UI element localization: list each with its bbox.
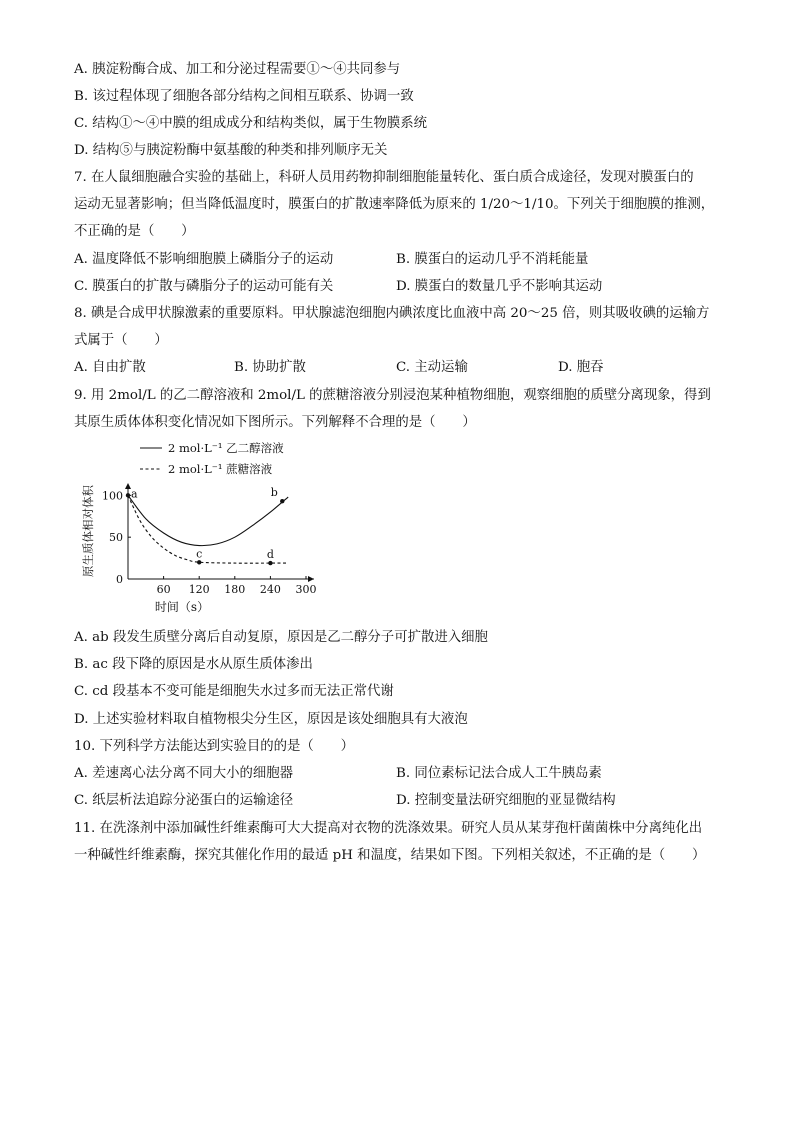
point-d (268, 561, 272, 565)
q9-option-a: A. ab 段发生质壁分离后自动复原，原因是乙二醇分子可扩散进入细胞 (74, 630, 488, 645)
q10-option-a: A. 差速离心法分离不同大小的细胞器 (74, 766, 294, 781)
q7-option-b: B. 膜蛋白的运动几乎不消耗能量 (396, 252, 589, 267)
q6-option-c: C. 结构①～④中膜的组成成分和结构类似，属于生物膜系统 (74, 116, 428, 131)
y-tick-label: 50 (109, 531, 123, 545)
q7-stem-line1: 7. 在人鼠细胞融合实验的基础上，科研人员用药物抑制细胞能量转化、蛋白质合成途径，发现对膜蛋白的 (74, 170, 694, 185)
q9-option-d: D. 上述实验材料取自植物根尖分生区，原因是该处细胞具有大液泡 (74, 712, 468, 727)
y-tick-label: 0 (116, 573, 123, 586)
q7-stem-line2: 运动无显著影响；但当降低温度时，膜蛋白的扩散速率降低为原来的 1/20～1/10。下列关于细胞膜的推测， (74, 197, 715, 212)
x-tick-label: 240 (259, 583, 281, 596)
q11-stem-line1: 11. 在洗涤剂中添加碱性纤维素酶可大大提高对衣物的洗涤效果。研究人员从某芽孢杆菌菌株中分离纯化出 (74, 821, 703, 836)
y-tick-label: 100 (102, 489, 123, 503)
q10-options-row1 (74, 765, 734, 783)
protoplast-volume-chart (78, 440, 328, 618)
q7-options-row1 (74, 251, 734, 269)
q6-option-b: B. 该过程体现了细胞各部分结构之间相互联系、协调一致 (74, 89, 414, 104)
point-label-c: c (196, 547, 203, 561)
q10-stem: 10. 下列科学方法能达到实验目的的是（ ） (74, 739, 354, 754)
q11-stem-line2: 一种碱性纤维素酶，探究其催化作用的最适 pH 和温度，结果如下图。下列相关叙述，不正确的是（ ） (74, 848, 706, 863)
chart-points (126, 486, 285, 565)
q10-option-d: D. 控制变量法研究细胞的亚显微结构 (396, 793, 616, 808)
q7-option-d: D. 膜蛋白的数量几乎不影响其运动 (396, 279, 603, 294)
q6-option-a: A. 胰淀粉酶合成、加工和分泌过程需要①～④共同参与 (74, 62, 401, 77)
x-axis-arrow (308, 576, 314, 582)
x-tick-label: 300 (295, 583, 317, 596)
q9-stem-line1: 9. 用 2mol/L 的乙二醇溶液和 2mol/L 的蔗糖溶液分别浸泡某种植物细胞，观察细胞的质壁分离现象，得到 (74, 388, 711, 403)
point-a (126, 493, 130, 497)
q8-option-b: B. 协助扩散 (234, 360, 306, 375)
q10-options-row2 (74, 792, 734, 810)
q10-option-b: B. 同位素标记法合成人工牛胰岛素 (396, 766, 602, 781)
q9-option-c: C. cd 段基本不变可能是细胞失水过多而无法正常代谢 (74, 684, 394, 699)
q8-options-row (74, 359, 734, 377)
q10-option-c: C. 纸层析法追踪分泌蛋白的运输途径 (74, 793, 294, 808)
q7-option-c: C. 膜蛋白的扩散与磷脂分子的运动可能有关 (74, 279, 334, 294)
q7-stem-line3: 不正确的是（ ） (74, 224, 195, 239)
y-axis-label: 原生质体相对体积 (81, 485, 95, 577)
legend-label-2: 2 mol·L⁻¹ 蔗糖溶液 (168, 462, 273, 476)
q8-option-d: D. 胞吞 (558, 360, 604, 375)
chart-series (128, 495, 288, 563)
x-tick-label: 180 (224, 583, 246, 596)
legend-label-1: 2 mol·L⁻¹ 乙二醇溶液 (168, 441, 284, 455)
q7-options-row2 (74, 278, 734, 296)
series-line-2 (128, 495, 288, 563)
q8-stem-line1: 8. 碘是合成甲状腺激素的重要原料。甲状腺滤泡细胞内碘浓度比血液中高 20～25 倍，则其吸收碘的运输方 (74, 306, 710, 321)
x-tick-label: 120 (188, 583, 210, 596)
x-tick-label: 60 (156, 583, 171, 596)
point-label-b: b (270, 486, 278, 500)
q6-option-d: D. 结构⑤与胰淀粉酶中氨基酸的种类和排列顺序无关 (74, 143, 388, 158)
q8-option-c: C. 主动运输 (396, 360, 468, 375)
q7-option-a: A. 温度降低不影响细胞膜上磷脂分子的运动 (74, 252, 334, 267)
point-c (197, 560, 201, 564)
q8-option-a: A. 自由扩散 (74, 360, 146, 375)
chart-legend (140, 441, 284, 476)
x-axis-label: 时间（s） (154, 600, 210, 614)
point-b (280, 499, 284, 503)
point-label-a: a (131, 487, 138, 501)
series-line-1 (128, 495, 288, 545)
q8-stem-line2: 式属于（ ） (74, 333, 168, 348)
q9-option-b: B. ac 段下降的原因是水从原生质体渗出 (74, 657, 313, 672)
q9-stem-line2: 其原生质体体积变化情况如下图所示。下列解释不合理的是（ ） (74, 415, 476, 430)
point-label-d: d (266, 548, 274, 562)
